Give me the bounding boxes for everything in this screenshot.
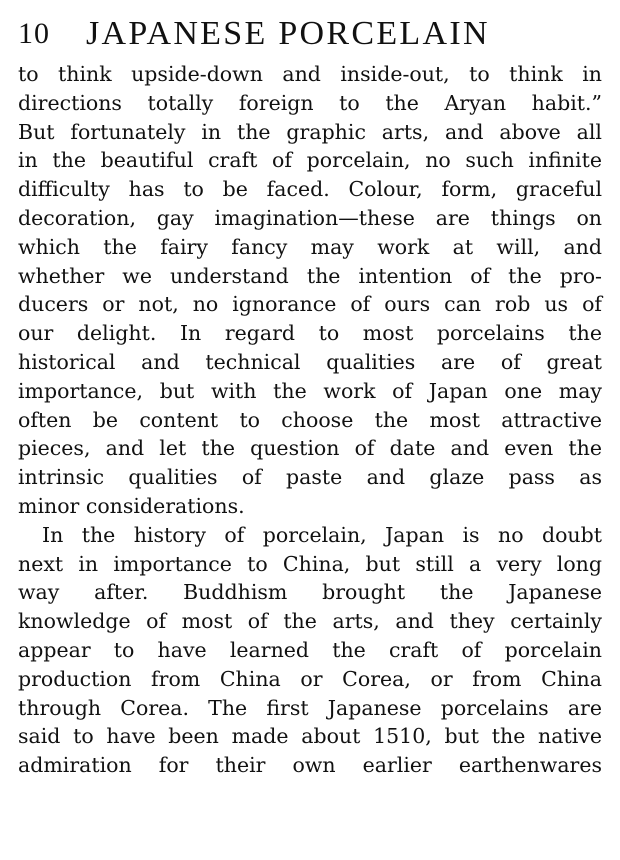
text-line: to think upside-down and inside-out, to think in <box>18 62 602 86</box>
text-line: next in importance to China, but still a very long <box>18 551 602 576</box>
text-line: whether we understand the intention of the pro- <box>18 263 602 288</box>
text-line: appear to have learned the craft of porcelain <box>18 637 602 662</box>
text-line: decoration, gay imagination—these are things on <box>18 205 602 230</box>
text-line: ducers or not, no ignorance of ours can rob us of <box>18 292 602 317</box>
text-line: admiration for their own earlier earthenwares <box>18 753 602 778</box>
text-line: production from China or Corea, or from China <box>18 666 602 691</box>
text-line: in the beautiful craft of porcelain, no such infinite <box>18 148 602 173</box>
text-line: minor considerations. <box>18 493 245 518</box>
text-line: In the history of porcelain, Japan is no doubt <box>42 522 602 547</box>
text-line: difficulty has to be faced. Colour, form, graceful <box>18 177 602 202</box>
text-line: importance, but with the work of Japan one may <box>18 378 602 403</box>
text-line: our delight. In regard to most porcelains the <box>18 321 602 346</box>
text-line: pieces, and let the question of date and even the <box>18 436 602 461</box>
text-line: through Corea. The first Japanese porcelains are <box>18 695 602 720</box>
text-line: directions totally foreign to the Aryan habit.” <box>18 90 602 115</box>
page-number: 10 <box>18 17 50 50</box>
page-header <box>18 6 610 56</box>
text-line: way after. Buddhism brought the Japanese <box>18 580 602 605</box>
text-line: historical and technical qualities are of great <box>18 349 602 374</box>
running-title: JAPANESE PORCELAIN <box>86 15 490 52</box>
text-line: often be content to choose the most attractive <box>18 407 602 432</box>
body-text <box>18 60 602 780</box>
paragraph-2 <box>18 521 602 780</box>
text-line: which the fairy fancy may work at will, and <box>18 234 602 259</box>
text-line: knowledge of most of the arts, and they certainly <box>18 609 602 634</box>
text-line: intrinsic qualities of paste and glaze pass as <box>18 465 602 490</box>
text-line: said to have been made about 1510, but the native <box>18 724 602 749</box>
paragraph-1 <box>18 60 602 521</box>
text-line: But fortunately in the graphic arts, and above all <box>18 119 602 144</box>
